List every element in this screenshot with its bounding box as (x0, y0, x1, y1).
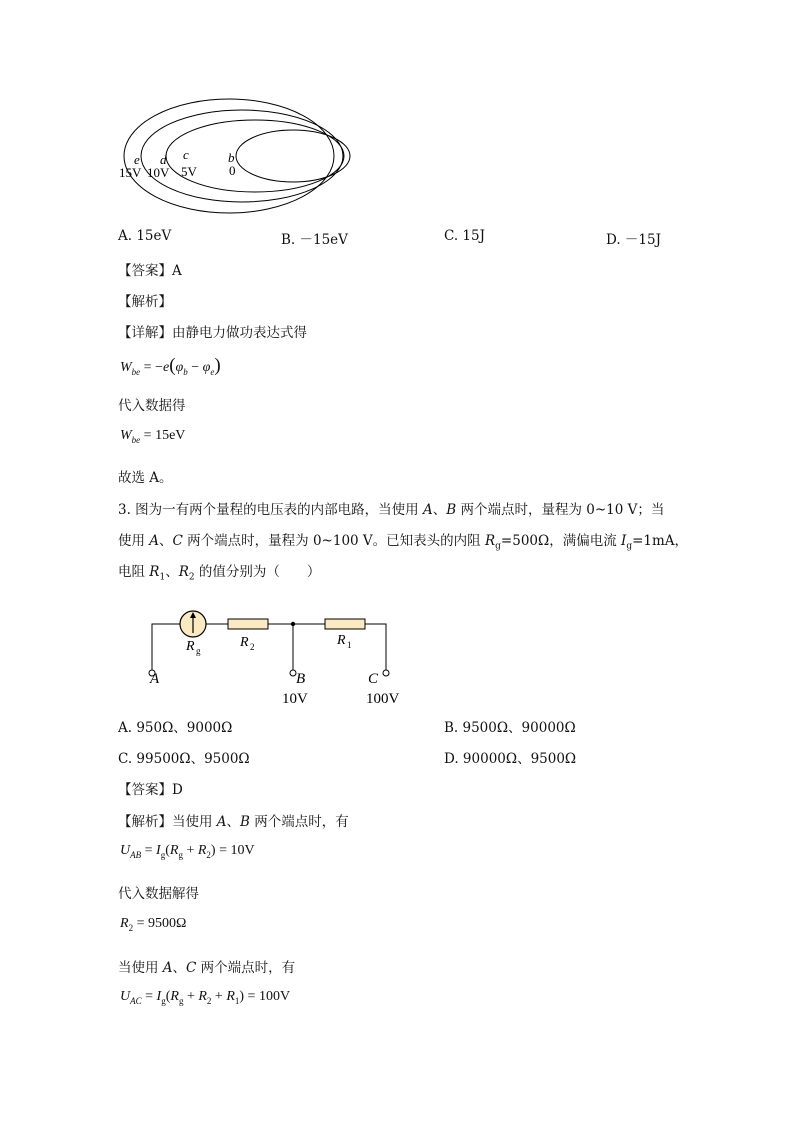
equipotential-d (141, 110, 343, 202)
q3-ac-text: 当使用 A、C 两个端点时，有 (118, 960, 296, 976)
label-e: e (134, 152, 140, 167)
label-b: b (228, 150, 235, 165)
q3-formula-1: $U_{AB} = I_g(R_g + R_2) = 10V$ (120, 843, 255, 860)
q3-formula-3: $U_{AC} = I_g(R_g + R_2 + R_1) = 100V$ (120, 989, 291, 1006)
q3-option-b: B. 9500Ω、90000Ω (444, 720, 576, 736)
q2-detail (118, 321, 307, 341)
q2-analysis-heading: 【解析】 (118, 294, 172, 310)
label-r2: R (240, 635, 249, 650)
voltage-d: 10V (147, 165, 170, 180)
label-r2-sub: 2 (250, 642, 255, 652)
q2-option-b: B. －15eV (281, 232, 348, 248)
q2-conclusion: 故选 A。 (118, 470, 173, 486)
voltage-b: 0 (229, 163, 236, 178)
q3-stem-line-1: 3. 图为一有两个量程的电压表的内部电路，当使用 A、B 两个端点时，量程为 0~10 V；当 (118, 502, 665, 518)
label-rg-sub: g (196, 646, 201, 656)
q2-formula-2: $W_{be} = 15eV$ (120, 428, 186, 445)
voltage-c: 5V (181, 164, 197, 179)
label-r1: R (337, 633, 346, 648)
label-b: B (296, 671, 306, 687)
label-a: A (150, 671, 160, 687)
terminal-c (383, 670, 389, 676)
q2-substitute: 代入数据得 (118, 398, 186, 414)
voltage-e: 15V (119, 165, 142, 180)
equipotential-b (236, 130, 350, 182)
equipotential-figure (110, 98, 360, 218)
label-b-voltage: 10V (282, 691, 308, 707)
q3-answer: 【答案】D (118, 782, 183, 798)
q3-analysis-label: 【解析】 (118, 814, 172, 830)
label-c: c (183, 147, 189, 162)
resistor-r2 (228, 619, 268, 629)
q3-substitute: 代入数据解得 (118, 886, 199, 902)
label-r1-sub: 1 (347, 640, 352, 650)
q2-option-d: D. －15J (606, 232, 662, 248)
q2-option-c: C. 15J (444, 228, 486, 244)
q2-detail-text: 由静电力做功表达式得 (172, 325, 307, 341)
label-c-voltage: 100V (366, 691, 400, 707)
wire-a (152, 624, 180, 670)
q2-answer: 【答案】A (118, 263, 182, 279)
label-rg: R (186, 639, 195, 654)
q3-analysis: 【解析】当使用 A、B 两个端点时，有 (118, 814, 349, 830)
wire-c (365, 624, 386, 670)
q2-formula-1: $W_{be} = -e(\varphi_b - \varphi_e)$ (120, 355, 221, 377)
q3-number: 3. (118, 502, 131, 518)
resistor-r1 (325, 619, 365, 629)
circuit-diagram (140, 606, 420, 710)
q3-stem-line-2: 使用 A、C 两个端点时，量程为 0~100 V。已知表头的内阻 $R_g=500\Omega$，满偏电流 $I_g=1mA$， (118, 533, 689, 552)
label-c: C (368, 671, 379, 687)
equipotential-c (166, 120, 344, 192)
q3-stem-line-3: 电阻 $R_1$、$R_2$ 的值分别为（ ） (118, 564, 321, 583)
q2-option-a: A. 15eV (118, 228, 172, 244)
label-d: d (160, 152, 167, 167)
q3-option-a: A. 950Ω、9000Ω (118, 720, 233, 736)
q3-formula-2: $R_2 = 9500\Omega$ (120, 916, 187, 933)
q3-option-c: C. 99500Ω、9500Ω (118, 751, 250, 767)
q3-option-d: D. 90000Ω、9500Ω (444, 751, 577, 767)
q2-detail-label: 【详解】 (118, 325, 172, 341)
junction-dot (291, 622, 295, 626)
